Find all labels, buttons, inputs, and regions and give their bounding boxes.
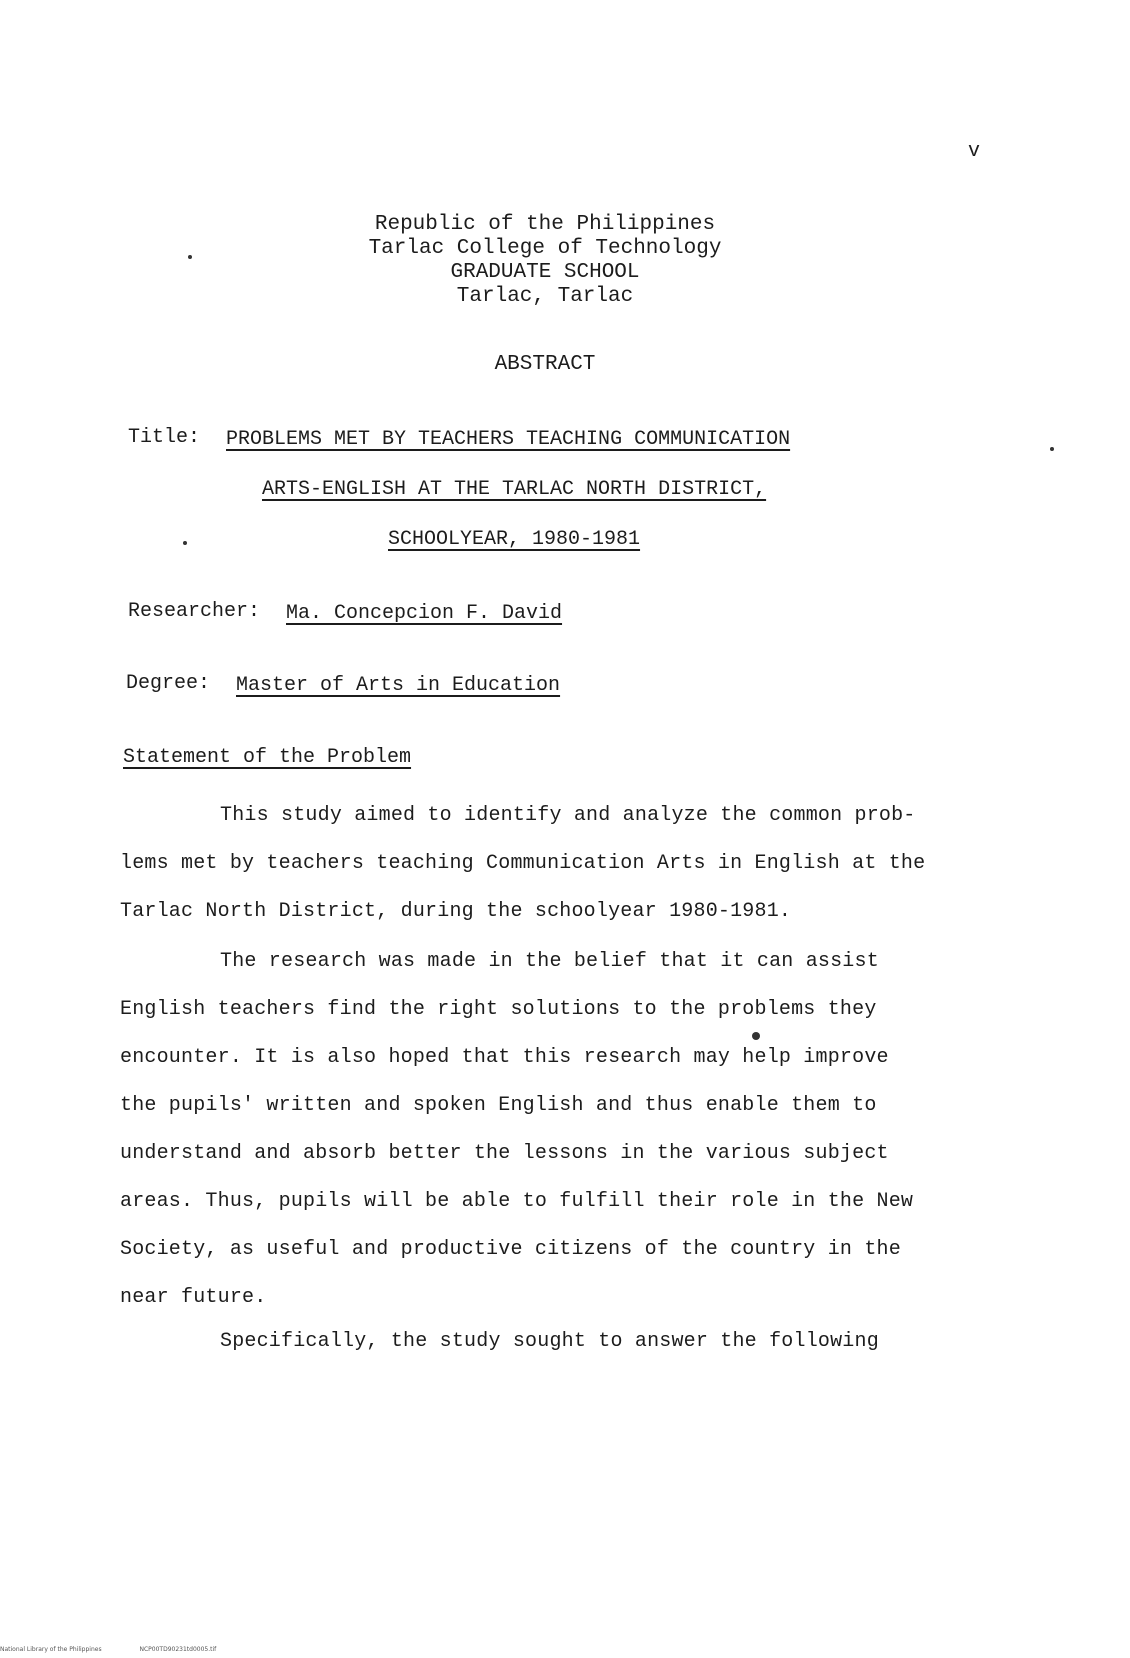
scan-speck (752, 1032, 760, 1040)
researcher-name: Ma. Concepcion F. David (286, 602, 563, 625)
paragraph-line: The research was made in the belief that it can assist (220, 950, 879, 973)
scan-speck (188, 255, 192, 259)
title-label: Title: (128, 426, 201, 449)
degree-label: Degree: (126, 672, 211, 695)
title-line-2: ARTS-ENGLISH AT THE TARLAC NORTH DISTRICT, (262, 478, 767, 501)
paragraph-line: English teachers find the right solutions to the problems they (120, 998, 877, 1021)
footer-file-id: NCP00TD90231td0005.tif (139, 1646, 217, 1653)
title-line-3: SCHOOLYEAR, 1980-1981 (388, 528, 641, 551)
paragraph-line: understand and absorb better the lessons in the various subject (120, 1142, 889, 1165)
researcher-label: Researcher: (128, 600, 261, 623)
scan-footer (0, 1646, 252, 1653)
paragraph-line: Tarlac North District, during the schoolyear 1980-1981. (120, 900, 792, 923)
paragraph-line: Specifically, the study sought to answer the following (220, 1330, 879, 1353)
paragraph-line: near future. (120, 1286, 267, 1309)
header-college: Tarlac College of Technology (368, 237, 722, 260)
paragraph-line: areas. Thus, pupils will be able to fulfill their role in the New (120, 1190, 914, 1213)
footer-library: National Library of the Philippines (0, 1646, 102, 1653)
paragraph-3 (120, 1318, 960, 1366)
paragraph-line: lems met by teachers teaching Communication Arts in English at the (120, 852, 926, 875)
header-location: Tarlac, Tarlac (456, 285, 634, 308)
paragraph-line: This study aimed to identify and analyze the common prob- (220, 804, 916, 827)
paragraph-line: encounter. It is also hoped that this research may help improve (120, 1046, 889, 1069)
abstract-heading: ABSTRACT (494, 353, 596, 376)
scan-speck (1050, 447, 1054, 451)
paragraph-1 (120, 792, 960, 936)
page-number: v (968, 140, 981, 163)
scan-speck (183, 541, 187, 545)
paragraph-line: the pupils' written and spoken English and thus enable them to (120, 1094, 877, 1117)
title-line-1: PROBLEMS MET BY TEACHERS TEACHING COMMUNICATION (226, 428, 791, 451)
header-school: GRADUATE SCHOOL (450, 261, 640, 284)
paragraph-2 (120, 938, 960, 1322)
degree-value: Master of Arts in Education (236, 674, 561, 697)
header-country: Republic of the Philippines (374, 213, 716, 236)
paragraph-line: Society, as useful and productive citizens of the country in the (120, 1238, 901, 1261)
section-heading: Statement of the Problem (123, 746, 412, 769)
